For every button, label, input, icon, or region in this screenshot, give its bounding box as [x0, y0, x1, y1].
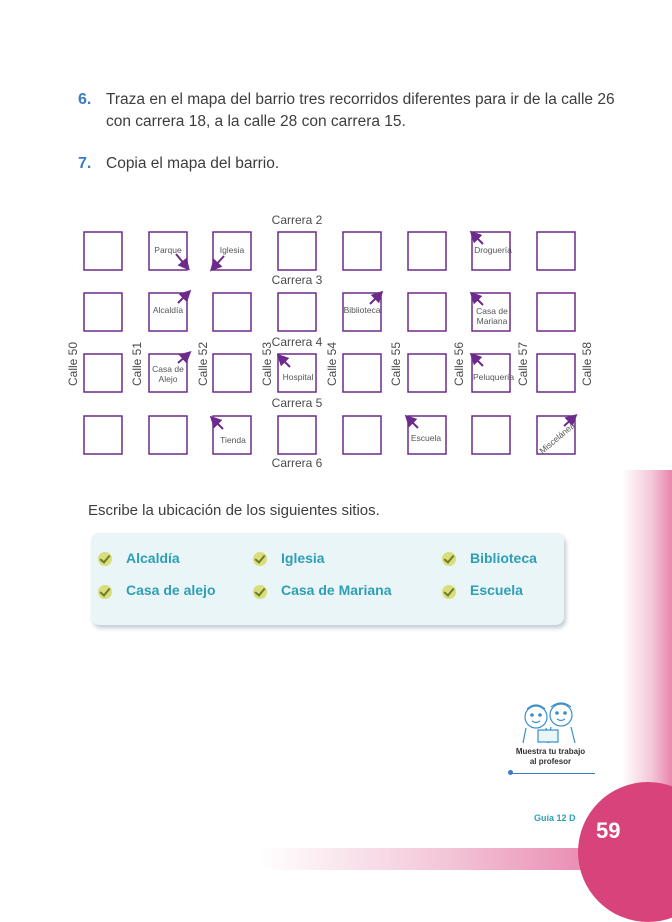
calle-label: Calle 55 — [389, 341, 403, 387]
question-number: 7. — [78, 155, 92, 172]
place-alcaldia: Alcaldía — [152, 305, 184, 315]
place-arrow-icon — [409, 419, 418, 428]
map-block — [84, 293, 122, 331]
map-block — [278, 293, 316, 331]
note-underline — [511, 773, 595, 774]
site-label: Alcaldía — [126, 550, 180, 566]
calle-label: Calle 58 — [580, 341, 594, 387]
calle-label: Calle 53 — [260, 341, 274, 387]
map-block — [537, 293, 575, 331]
place-arrow-icon — [214, 256, 224, 267]
place-drogueria: Droguería — [474, 245, 512, 255]
map-block — [408, 293, 446, 331]
place-casa-de-alejo: Casa de Alejo — [152, 364, 184, 384]
children-illustration — [503, 699, 598, 747]
map-block — [343, 416, 381, 454]
sites-box — [91, 533, 564, 625]
place-arrow-icon — [474, 296, 483, 305]
place-tienda: Tienda — [220, 435, 246, 445]
site-label: Casa de alejo — [126, 582, 216, 598]
place-hospital: Hospital — [282, 372, 314, 382]
check-icon — [442, 552, 456, 566]
question-text-line: con carrera 18, a la calle 28 con carrera 15. — [106, 113, 406, 130]
calle-label: Calle 52 — [196, 341, 210, 387]
calle-label: Calle 50 — [66, 341, 80, 387]
place-arrow-icon — [474, 235, 483, 244]
question-number: 6. — [78, 91, 92, 108]
check-icon — [98, 552, 112, 566]
map-block — [84, 416, 122, 454]
note-text — [503, 747, 598, 767]
map-block — [278, 416, 316, 454]
place-iglesia: Iglesia — [219, 245, 245, 255]
map-block — [408, 232, 446, 270]
check-icon — [98, 585, 112, 599]
page-number: 59 — [596, 818, 621, 843]
place-arrow-icon — [214, 420, 223, 429]
place-parque: Parque — [154, 245, 182, 255]
question-text-line: Copia el mapa del barrio. — [106, 155, 280, 172]
map-block — [84, 232, 122, 270]
map-block — [343, 232, 381, 270]
map-block — [537, 232, 575, 270]
calle-label: Calle 57 — [516, 341, 530, 387]
map-block — [537, 354, 575, 392]
place-arrow-icon — [176, 254, 186, 266]
place-arrow-icon — [178, 294, 187, 303]
check-icon — [253, 552, 267, 566]
map-block — [84, 354, 122, 392]
carrera-label: Carrera 2 — [271, 213, 323, 227]
note-line: al profesor — [529, 757, 572, 766]
question-text-line: Traza en el mapa del barrio tres recorridos diferentes para ir de la calle 26 — [106, 91, 615, 108]
map-block — [472, 416, 510, 454]
site-label: Biblioteca — [470, 550, 537, 566]
place-casa-de-mariana: Casa de Mariana — [476, 306, 508, 326]
map-block — [213, 354, 251, 392]
carrera-label: Carrera 3 — [271, 273, 323, 287]
note-line: Muestra tu trabajo — [515, 747, 586, 756]
place-arrow-icon — [178, 355, 187, 363]
site-label: Escuela — [470, 582, 523, 598]
map-block — [343, 354, 381, 392]
instruction-text: Escribe la ubicación de los siguientes sitios. — [88, 502, 380, 519]
calle-label: Calle 51 — [130, 341, 144, 387]
page-number-circle — [578, 782, 672, 922]
guide-label: Guía 12 D — [534, 813, 576, 823]
site-label: Iglesia — [281, 550, 325, 566]
place-biblioteca: Biblioteca — [343, 305, 381, 315]
carrera-label: Carrera 5 — [271, 396, 323, 410]
calle-label: Calle 56 — [452, 341, 466, 387]
place-miscelanea: Miscelánea — [537, 420, 577, 456]
place-arrow-icon — [370, 295, 379, 304]
place-peluqueria: Peluquería — [473, 372, 515, 382]
carrera-label: Carrera 4 — [271, 335, 323, 349]
check-icon — [253, 585, 267, 599]
place-arrow-icon — [281, 358, 290, 367]
map-block — [408, 354, 446, 392]
map-block — [278, 232, 316, 270]
site-label: Casa de Mariana — [281, 582, 392, 598]
map-block — [149, 416, 187, 454]
place-escuela: Escuela — [410, 433, 442, 443]
check-icon — [442, 585, 456, 599]
show-teacher-note — [503, 699, 598, 779]
map-block — [213, 293, 251, 331]
place-arrow-icon — [474, 357, 483, 366]
calle-label: Calle 54 — [325, 341, 339, 387]
carrera-label: Carrera 6 — [271, 456, 323, 470]
